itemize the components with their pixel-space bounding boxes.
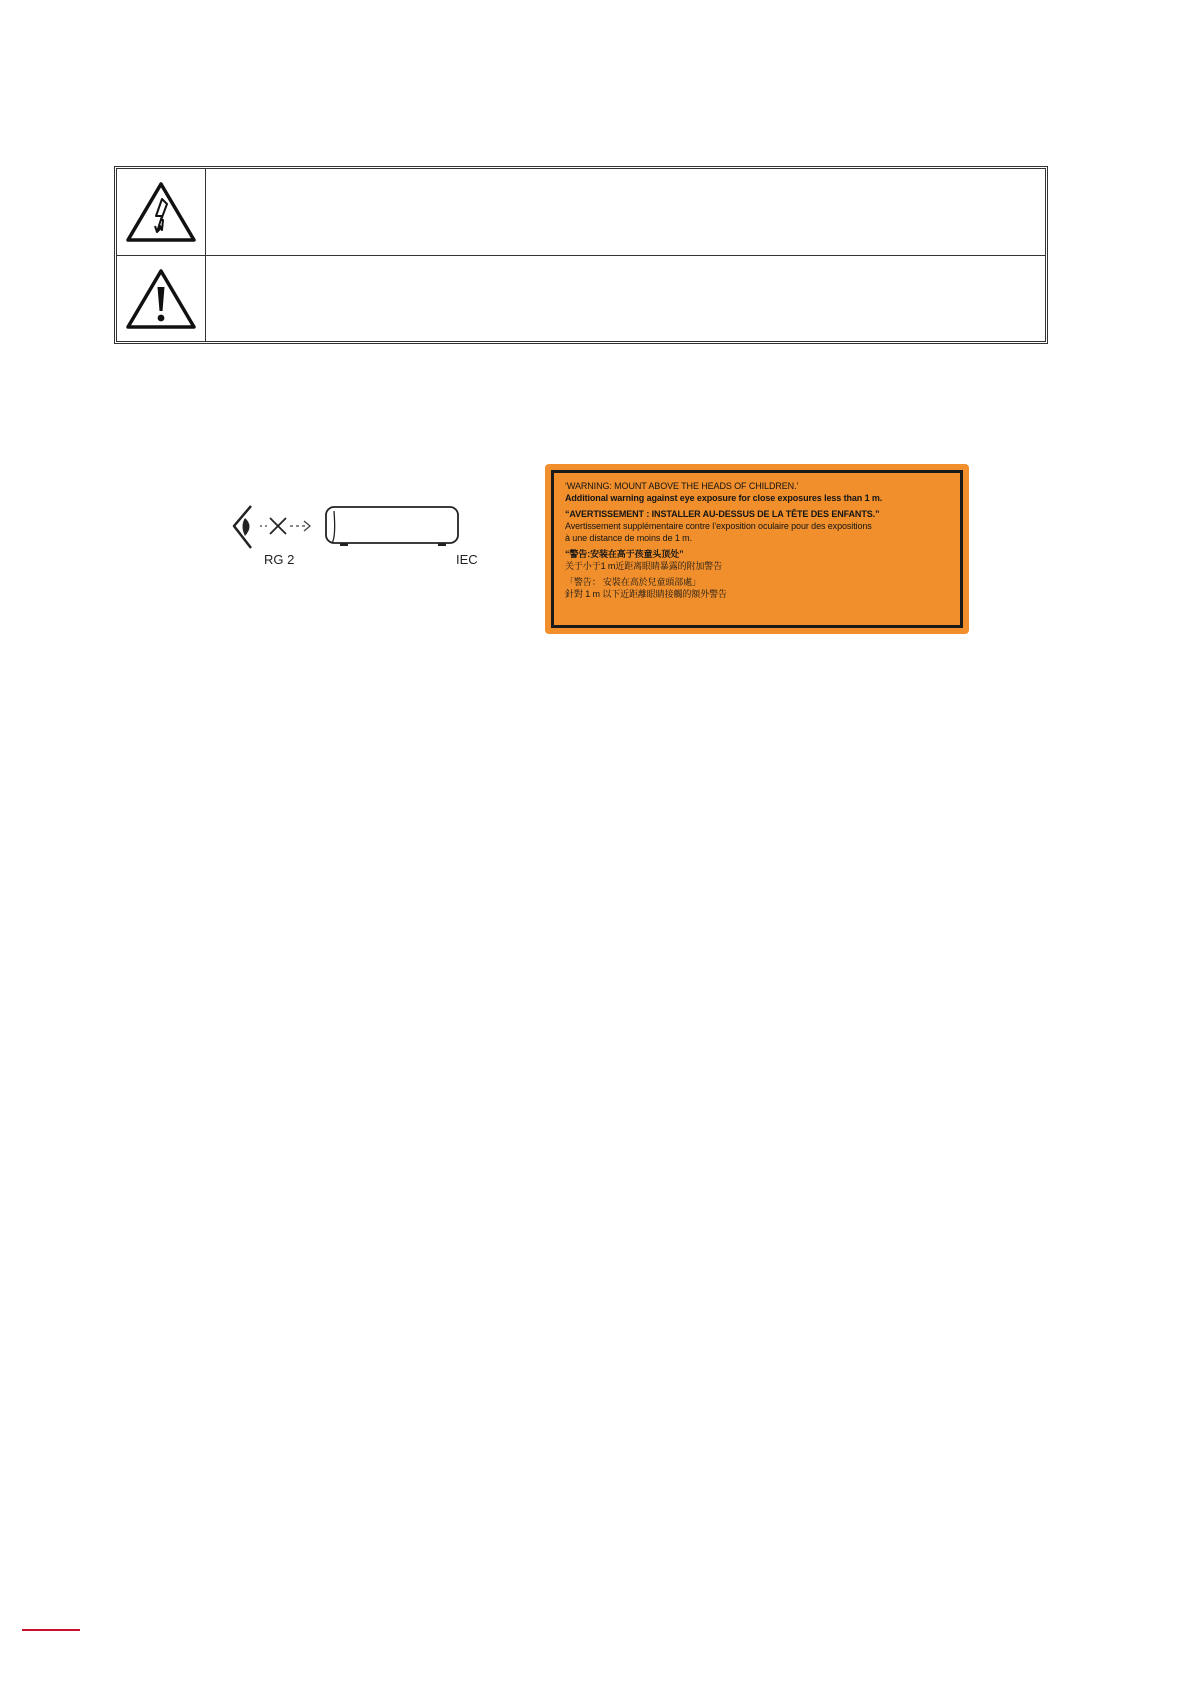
footer-accent-rule [22,1629,80,1631]
laser-risk-group-figure [230,500,480,570]
warning-line-en-body: Additional warning against eye exposure for close exposures less than 1 m. [565,493,883,503]
warning-line-fr-title: “AVERTISSEMENT : INSTALLER AU-DESSUS DE LA TÊTE DES ENFANTS.” [565,509,880,519]
symbol-cell [117,256,206,342]
eye-warning-diagram-icon [230,500,480,552]
warning-label-border [551,470,963,628]
safety-symbol-table [114,166,1048,344]
warning-line-zh-title: “警告:安装在高于孩童头顶处” [565,549,684,559]
caution-exclamation-icon [125,267,197,331]
symbol-row-electric-shock [117,169,1045,256]
symbol-description [209,256,1045,342]
symbol-description [209,169,1045,255]
risk-group-label: RG 2 [264,552,295,567]
electric-shock-warning-icon [125,180,197,244]
warning-line-zh-body: 关于小于1 m近距离眼睛暴露的附加警告 [565,561,723,571]
warning-line-fr-body: Avertissement supplémentaire contre l’exposition oculaire pour des expositions [565,521,872,531]
warning-line-tw-title: 「警告： 安裝在高於兒童頭部處」 [565,577,701,587]
iec-label: IEC [456,552,478,567]
warning-line-fr-body-2: à une distance de moins de 1 m. [565,533,692,543]
symbol-cell [117,169,206,255]
warning-line-tw-body: 針對 1 m 以下近距離眼睛接觸的額外警告 [565,589,727,599]
mounting-warning-label [545,464,969,634]
symbol-row-caution [117,256,1045,342]
warning-line-en-title: ‘WARNING: MOUNT ABOVE THE HEADS OF CHILDREN.’ [565,481,799,491]
